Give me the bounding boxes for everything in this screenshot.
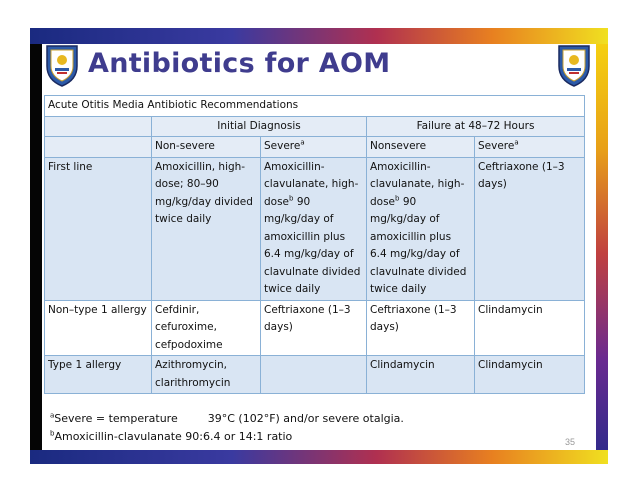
table-cell: Ceftriaxone (1–3 days): [475, 157, 585, 300]
subheader-cell: Nonsevere: [367, 137, 475, 158]
table-cell: Clindamycin: [367, 356, 475, 394]
top-decor-bar: [30, 28, 608, 44]
row-label: Non–type 1 allergy: [45, 300, 152, 356]
table-cell: Azithromycin, clarithromycin: [152, 356, 261, 394]
header-empty-cell: [45, 137, 152, 158]
university-crest-icon: [42, 42, 82, 88]
footnotes: [50, 410, 404, 446]
table-row: [45, 356, 585, 394]
right-decor-bar: [596, 44, 608, 464]
table-cell: Cefdinir, cefuroxime, cefpodoxime: [152, 300, 261, 356]
table-cell: Amoxicillin-clavulanate, high-dose$^b$ 90 mg/kg/day of amoxicillin plus 6.4 mg/kg/day of clavulnate divided twice daily: [261, 157, 367, 300]
header-empty-cell: [45, 116, 152, 137]
footnote-a: $^a$Severe = temperature 39°C (102°F) and/or severe otalgia.: [50, 411, 404, 425]
subheader-cell: Non-severe: [152, 137, 261, 158]
table-row: [45, 157, 585, 300]
table-cell: Ceftriaxone (1–3 days): [367, 300, 475, 356]
table-cell: Amoxicillin-clavulanate, high-dose$^b$ 90 mg/kg/day of amoxicillin plus 6.4 mg/kg/day of clavulnate divided twice daily: [367, 157, 475, 300]
page-number: 35: [565, 437, 576, 447]
row-label: First line: [45, 157, 152, 300]
slide-title: Antibiotics for AOM: [88, 48, 391, 79]
table-cell: Amoxicillin, high-dose; 80–90 mg/kg/day divided twice daily: [152, 157, 261, 300]
antibiotic-recommendations-table: [44, 95, 585, 394]
subheader-cell: Severe$^a$: [475, 137, 585, 158]
table-row: [45, 300, 585, 356]
header-initial-diagnosis: Initial Diagnosis: [152, 116, 367, 137]
university-crest-icon: [554, 42, 594, 88]
row-label: Type 1 allergy: [45, 356, 152, 394]
table-caption: Acute Otitis Media Antibiotic Recommendations: [45, 96, 585, 117]
table-cell: Clindamycin: [475, 356, 585, 394]
footnote-b: $^b$Amoxicillin-clavulanate 90:6.4 or 14:1 ratio: [50, 429, 293, 443]
header-failure-48-72: Failure at 48–72 Hours: [367, 116, 585, 137]
bottom-decor-bar: [30, 450, 608, 464]
subheader-cell: Severe$^a$: [261, 137, 367, 158]
table-cell: [261, 356, 367, 394]
left-decor-bar: [30, 44, 42, 464]
table-cell: Clindamycin: [475, 300, 585, 356]
table-cell: Ceftriaxone (1–3 days): [261, 300, 367, 356]
